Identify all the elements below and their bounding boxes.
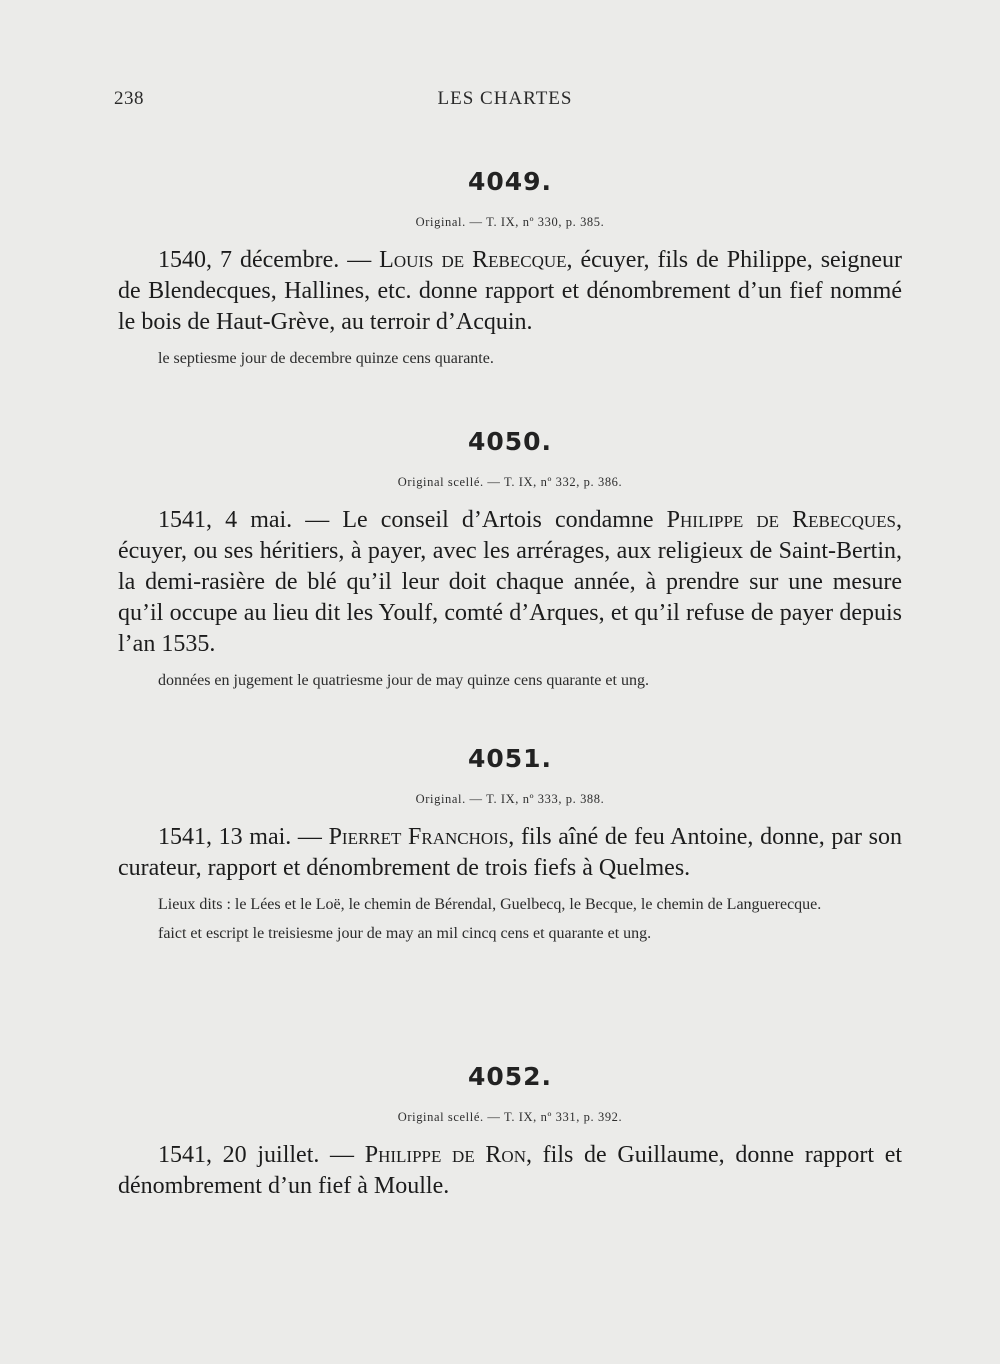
entry-number: 4050. [467,427,553,456]
quoted-excerpt: faict et escript le treisiesme jour de may an mil cincq cens et quarante et ung. [158,925,652,942]
summary-date: 1541, 4 mai. — Le conseil d’Artois condamne [158,507,667,533]
source-reference: Original scellé. — T. IX, nº 331, p. 392. [397,1110,623,1124]
running-title: LES CHARTES [437,88,573,109]
entry-summary [118,1140,902,1202]
entry-number: 4051. [467,744,553,773]
summary-date: 1541, 13 mai. — [158,824,329,850]
charter-entry [118,425,902,693]
source-reference: Original scellé. — T. IX, nº 332, p. 386. [397,475,623,489]
entry-number: 4052. [467,1062,553,1091]
entry-summary [118,505,902,660]
person-name: Philippe de Ron [364,1142,526,1168]
quoted-excerpt: Lieux dits : le Lées et le Loë, le chemin de Bérendal, Guelbecq, le Becque, le chemin de Languerecque. [158,896,822,913]
charter-entry [118,742,902,946]
charter-entry [118,165,902,371]
summary-text: , fils aîné de feu Antoine, donne, par son curateur, rapport et dénombrement de trois fiefs à Quelmes. [118,824,902,881]
entry-summary [118,245,902,338]
entry-number: 4049. [467,167,553,196]
charter-entry [118,1060,902,1202]
quoted-excerpt: le septiesme jour de decembre quinze cens quarante. [158,350,494,367]
quoted-excerpt: données en jugement le quatriesme jour de may quinze cens quarante et ung. [158,672,649,689]
summary-date: 1540, 7 décembre. — [158,247,380,273]
page-number: 238 [114,88,144,109]
summary-date: 1541, 20 juillet. — [158,1142,365,1168]
summary-text: , fils de Guillaume, donne rapport et dénombrement d’un fief à Moulle. [118,1142,903,1199]
source-reference: Original. — T. IX, nº 330, p. 385. [415,215,605,229]
person-name: Philippe de Rebecques [666,507,896,533]
entry-summary [118,822,902,884]
summary-text: , écuyer, ou ses héritiers, à payer, avec les arrérages, aux religieux de Saint-Bertin, la demi-rasière de blé qu’il leur doit chaque année, à prendre sur une mesure qu’il occupe au lieu dit les Youlf, comté d’Arques, et qu’il refuse de payer depuis l’an 1535. [118,507,902,657]
source-reference: Original. — T. IX, nº 333, p. 388. [415,792,605,806]
person-name: Pierret Franchois [328,824,509,850]
person-name: Louis de Rebecque [379,247,567,273]
summary-text: , écuyer, fils de Philippe, seigneur de Blendecques, Hallines, etc. donne rapport et dénombrement d’un fief nommé le bois de Haut-Grève, au terroir d’Acquin. [118,247,902,335]
